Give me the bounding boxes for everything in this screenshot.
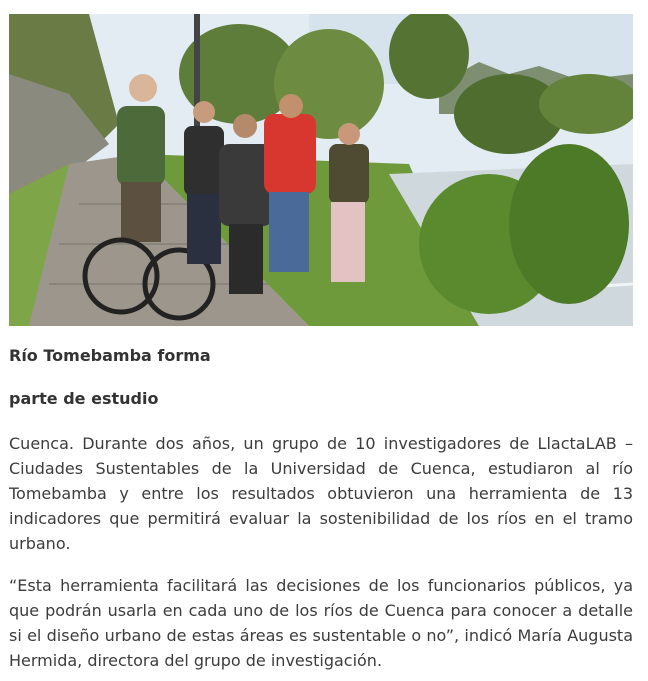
headline-line-1: Río Tomebamba forma bbox=[9, 346, 211, 365]
headline-line-2: parte de estudio bbox=[9, 389, 159, 408]
article-paragraph: “Esta herramienta facilitará las decisiones de los funcionarios públicos, ya que podrán usarla en cada uno de los ríos de Cuenca para conocer a detalle si el diseño urbano de estas áreas es sustentable o no”, indicó María Augusta Hermida, directora del grupo de investigación. bbox=[9, 576, 633, 670]
article-photo bbox=[9, 14, 633, 326]
article-paragraph: Cuenca. Durante dos años, un grupo de 10 investigadores de LlactaLAB – Ciudades Sustentables de la Universidad de Cuenca, estudiaron al río Tomebamba y entre los resultados obtuvieron una herramienta de 13 indicadores que permitirá evaluar la sostenibilidad de los ríos en el tramo urbano. bbox=[9, 434, 633, 553]
